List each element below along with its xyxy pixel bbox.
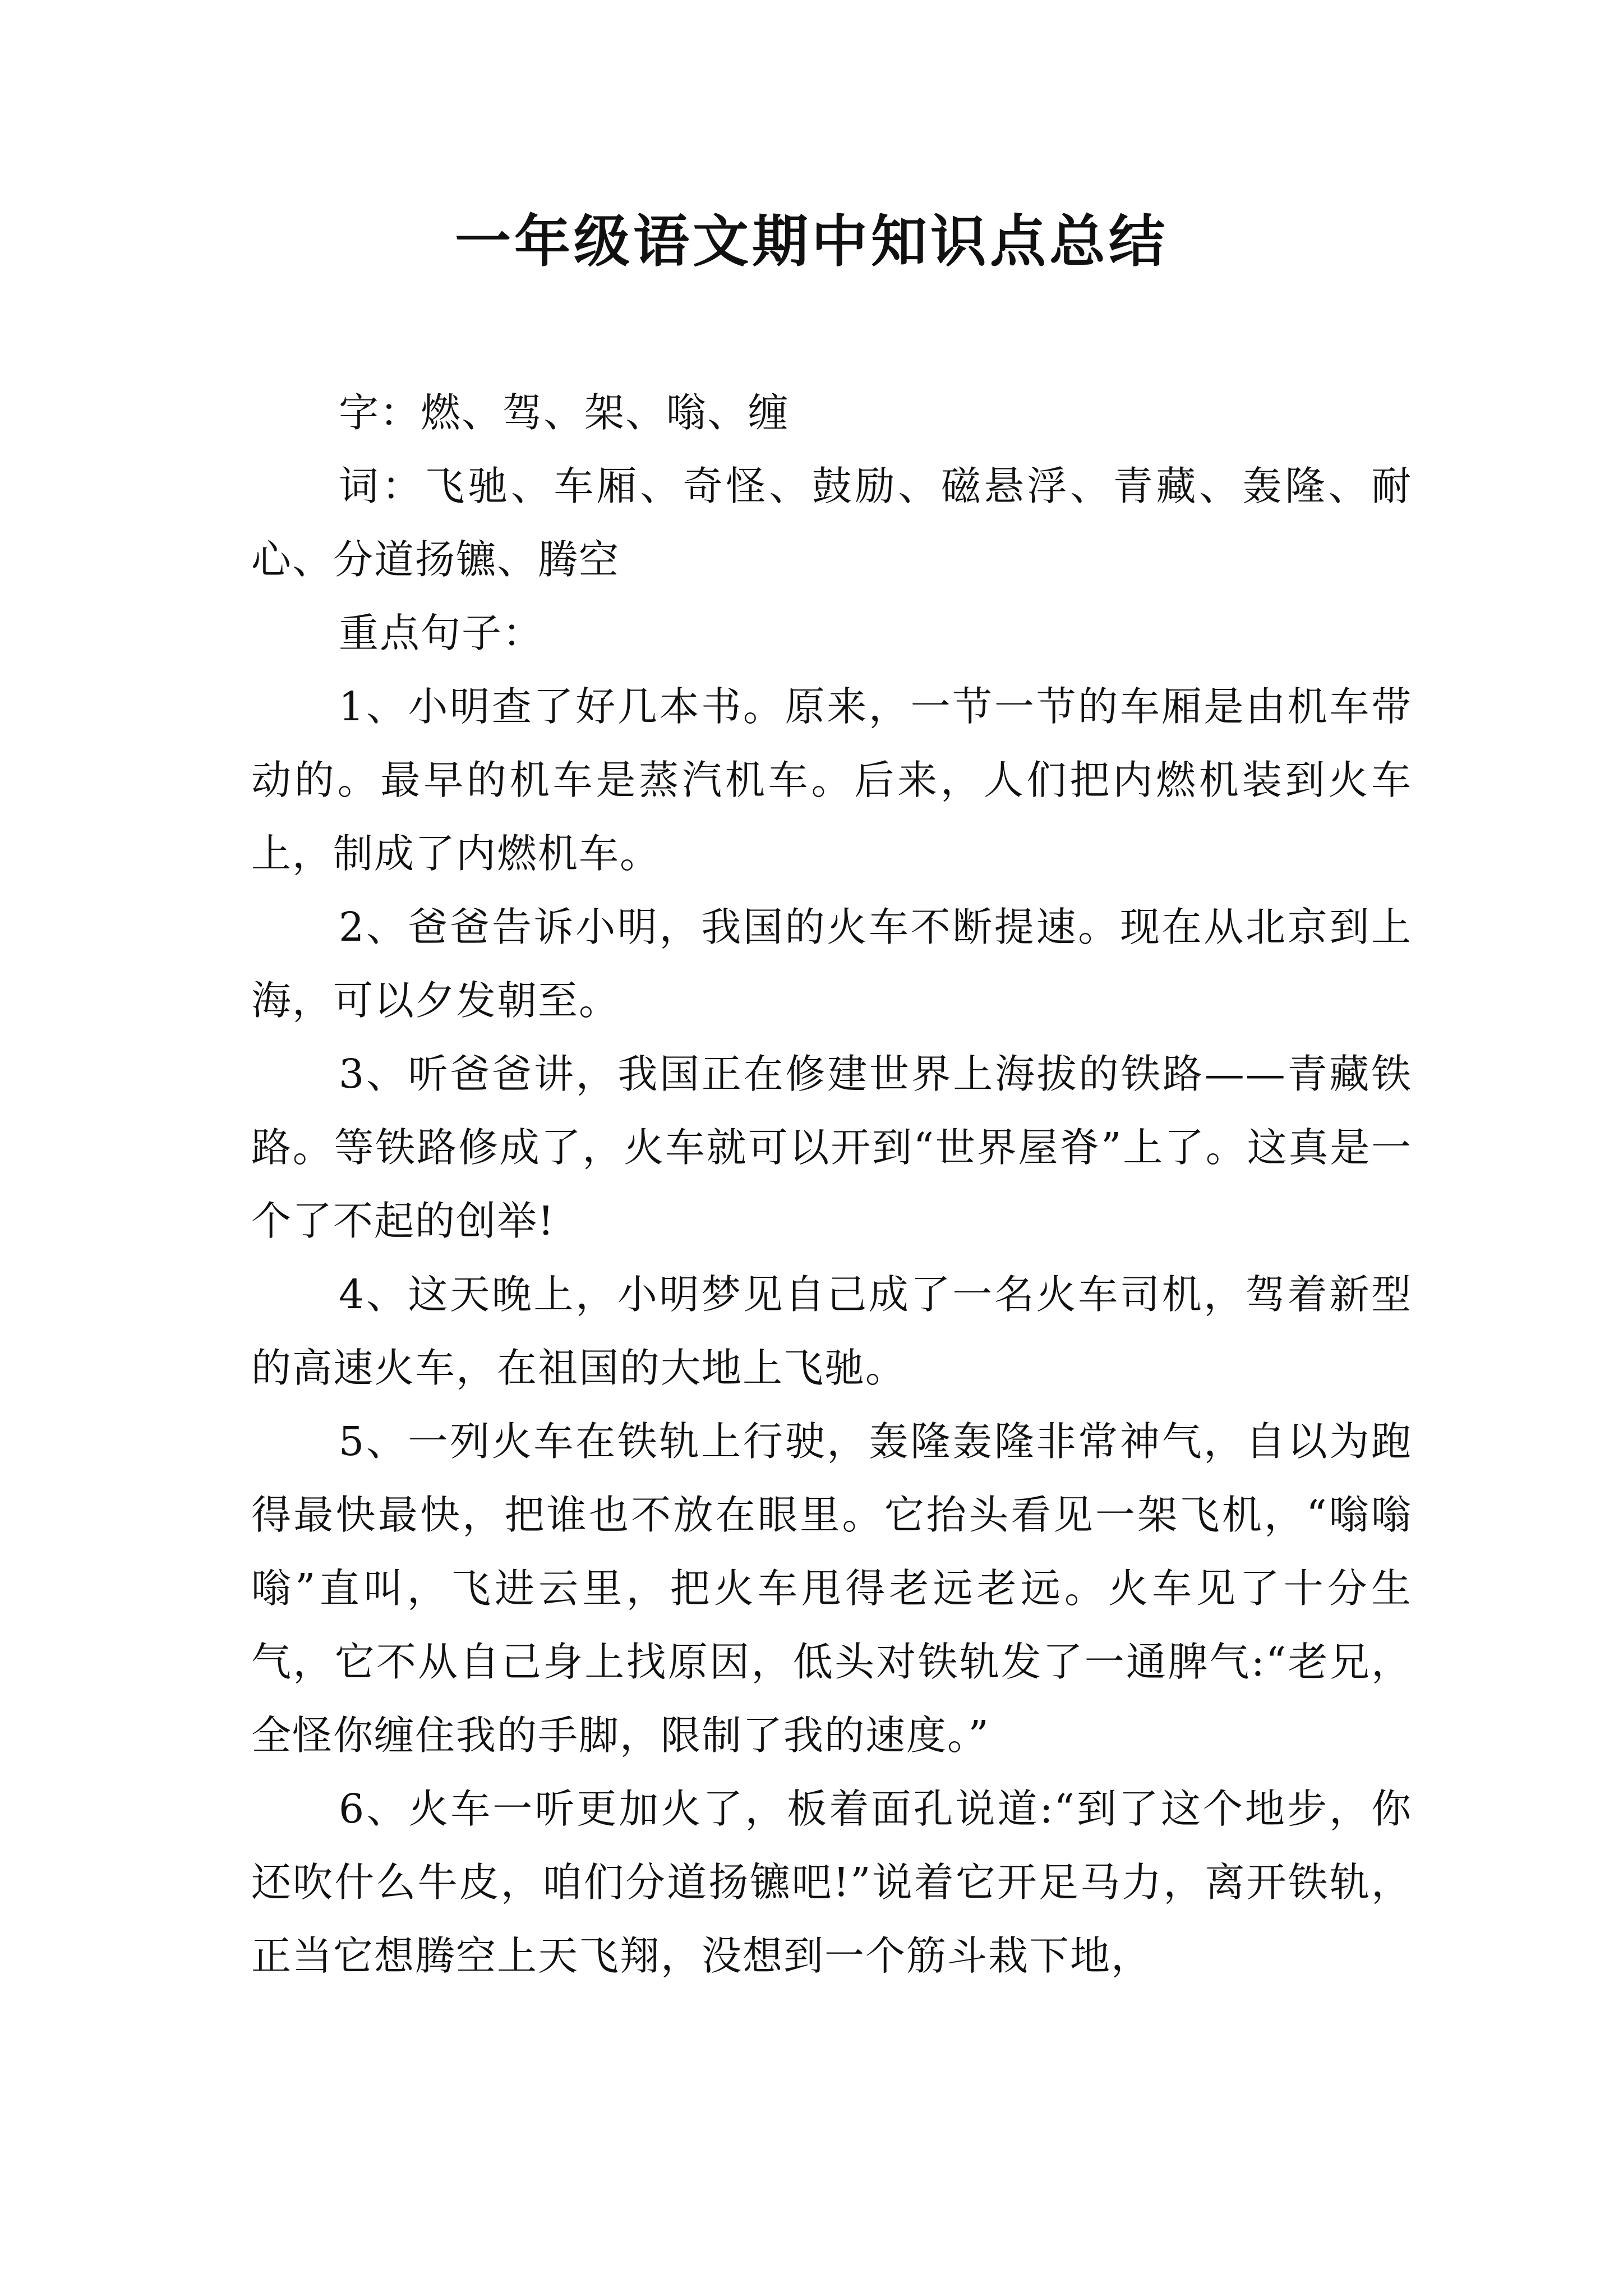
paragraph-sentence-5: 5、一列火车在铁轨上行驶，轰隆轰隆非常神气，自以为跑得最快最快，把谁也不放在眼里。它抬头看见一架飞机，“嗡嗡嗡”直叫，飞进云里，把火车甩得老远老远。火车见了十分生气，它不从自己身上找原因，低头对铁轨发了一通脾气:“老兄，全怪你缠住我的手脚，限制了我的速度。” xyxy=(251,1418,1412,1759)
paragraph-sentence-4: 4、这天晚上，小明梦见自己成了一名火车司机，驾着新型的高速火车，在祖国的大地上飞驰。 xyxy=(251,1271,1412,1391)
paragraph-sentence-3: 3、听爸爸讲，我国正在修建世界上海拔的铁路——青藏铁路。等铁路修成了，火车就可以开到“世界屋脊”上了。这真是一个了不起的创举! xyxy=(251,1051,1412,1244)
document-body xyxy=(251,376,1412,1993)
paragraph-characters: 字：燃、驾、架、嗡、缠 xyxy=(339,389,790,436)
paragraph-key-sentences-heading: 重点句子： xyxy=(339,610,544,656)
paragraph-words: 词：飞驰、车厢、奇怪、鼓励、磁悬浮、青藏、轰隆、耐心、分道扬镳、腾空 xyxy=(251,463,1412,583)
document-title: 一年级语文期中知识点总结 xyxy=(455,208,1168,274)
paragraph-sentence-1: 1、小明查了好几本书。原来，一节一节的车厢是由机车带动的。最早的机车是蒸汽机车。后来，人们把内燃机装到火车上，制成了内燃机车。 xyxy=(251,683,1412,877)
paragraph-sentence-2: 2、爸爸告诉小明，我国的火车不断提速。现在从北京到上海，可以夕发朝至。 xyxy=(251,904,1412,1024)
paragraph-sentence-6: 6、火车一听更加火了，板着面孔说道:“到了这个地步，你还吹什么牛皮，咱们分道扬镳吧!”说着它开足马力，离开铁轨，正当它想腾空上天飞翔，没想到一个筋斗栽下地， xyxy=(251,1786,1412,1979)
